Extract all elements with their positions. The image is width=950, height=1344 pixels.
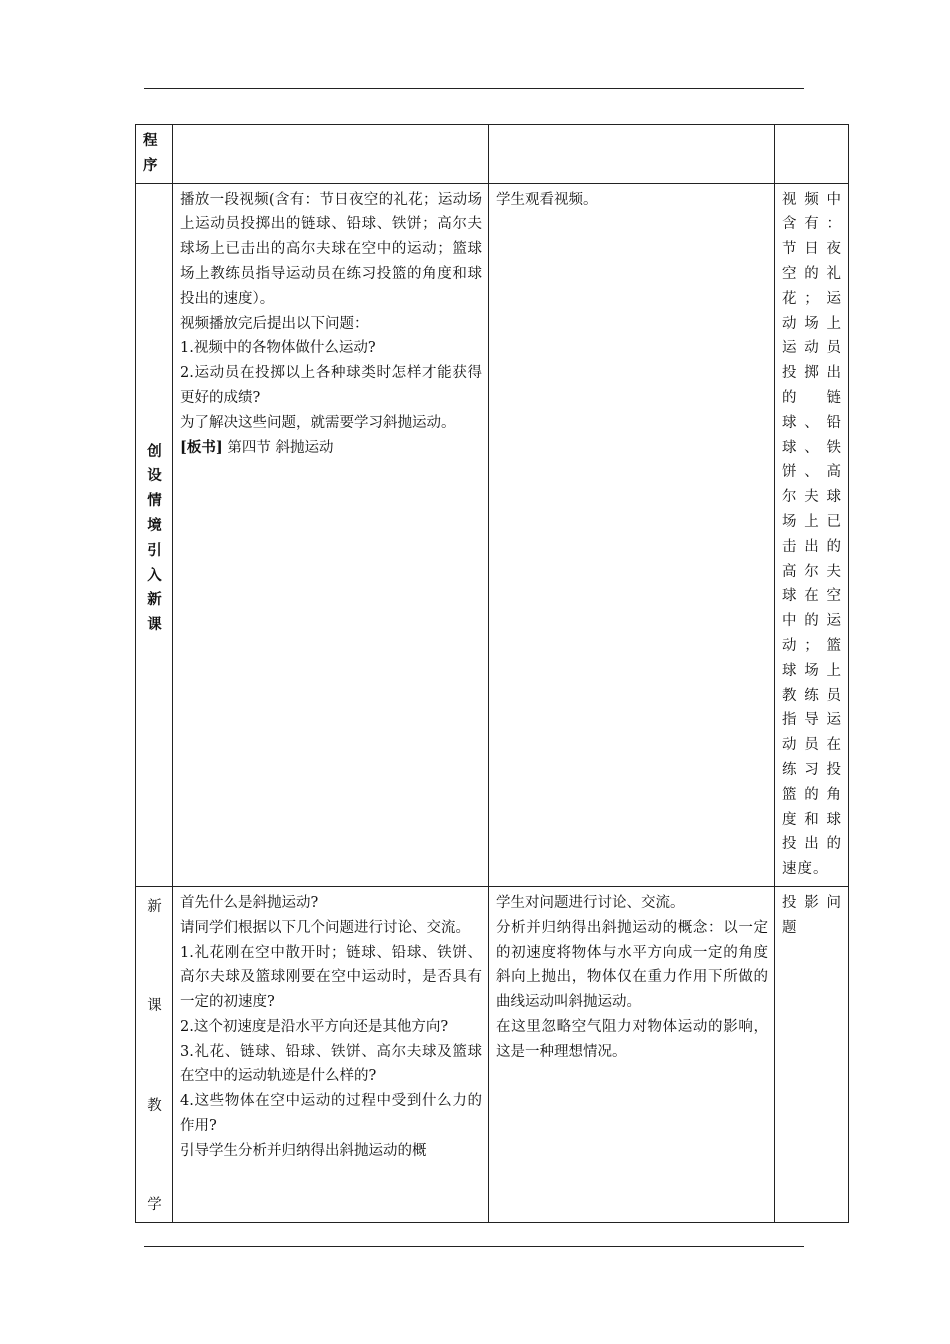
teacher-paragraph: 为了解决这些问题，就需要学习斜抛运动。 xyxy=(180,414,456,431)
header-cell-student xyxy=(489,125,775,184)
board-tag: [板书] xyxy=(180,438,223,456)
stage-char: 境 xyxy=(147,516,162,534)
teacher-paragraph: 1.视频中的各物体做什么运动? xyxy=(180,340,376,357)
stage-char: 情 xyxy=(147,492,162,510)
note-cell: 视频中含有：节日夜空的礼花；运动场上运动员投掷出的 链球、铅球、铁饼、高尔夫球场上已击出的高尔夫球在空中的运动；篮球场上教练员指导运动员在练习投篮的角度和球投出的速度。 xyxy=(775,183,849,886)
student-paragraph: 学生观看视频。 xyxy=(496,191,598,208)
footer-rule xyxy=(144,1246,804,1247)
stage-char: 创 xyxy=(147,442,162,460)
stage-char: 课 xyxy=(147,998,162,1015)
teacher-paragraph: 视频播放完后提出以下问题： xyxy=(180,315,369,332)
stage-header-cell xyxy=(136,125,173,184)
teacher-paragraph: 1.礼花刚在空中散开时；链球、铅球、铁饼、高尔夫球及篮球刚要在空中运动时，是否具有一定的初速度? xyxy=(180,944,482,1011)
stage-header-char: 程 xyxy=(143,132,158,149)
stage-char: 引 xyxy=(147,541,162,559)
teacher-paragraph: 2.这个初速度是沿水平方向还是其他方向? xyxy=(180,1018,449,1035)
teacher-paragraph: 3.礼花、链球、铅球、铁饼、高尔夫球及篮球在空中的运动轨迹是什么样的? xyxy=(180,1043,482,1085)
board-writing xyxy=(180,436,482,461)
table-row-introduction xyxy=(136,183,849,886)
stage-header-char: 序 xyxy=(143,156,158,174)
table-header-row xyxy=(136,125,849,184)
student-activity-cell xyxy=(489,183,775,886)
stage-char: 入 xyxy=(147,566,162,584)
teacher-paragraph: 2.运动员在投掷以上各种球类时怎样才能获得更好的成绩? xyxy=(180,365,482,406)
stage-char: 设 xyxy=(147,467,162,485)
table-row-new-lesson xyxy=(136,886,849,1222)
stage-char: 学 xyxy=(147,1197,162,1214)
stage-char: 教 xyxy=(147,1097,162,1114)
teacher-paragraph: 播放一段视频(含有：节日夜空的礼花；运动场上运动员投掷出的链球、铅球、铁饼；高尔夫球场上已击出的高尔夫球在空中的运动；篮球场上教练员指导运动员在练习投篮的角度和球投出的速度）。 xyxy=(180,191,482,307)
header-cell-teacher xyxy=(173,125,489,184)
lesson-plan-table xyxy=(135,124,849,1223)
student-paragraph: 在这里忽略空气阻力对物体运动的影响，这是一种理想情况。 xyxy=(496,1018,768,1060)
student-paragraph: 学生对问题进行讨论、交流。 xyxy=(496,894,685,911)
header-rule xyxy=(144,88,804,89)
teacher-paragraph: 4.这些物体在空中运动的过程中受到什么力的作用? xyxy=(180,1093,482,1135)
student-paragraph: 分析并归纳得出斜抛运动的概念：以一定的初速度将物体与水平方向成一定的角度斜向上抛出，物体仅在重力作用下所做的曲线运动叫斜抛运动。 xyxy=(496,919,768,1011)
note-cell: 投影问题 xyxy=(775,886,849,1222)
teacher-paragraph: 首先什么是斜抛运动? xyxy=(180,894,319,911)
teacher-paragraph: 引导学生分析并归纳得出斜抛运动的概 xyxy=(180,1142,427,1159)
stage-char: 新 xyxy=(147,591,162,609)
stage-char: 课 xyxy=(147,616,162,634)
teacher-activity-cell xyxy=(173,183,489,886)
stage-cell-introduction xyxy=(136,183,173,886)
stage-cell-new-lesson xyxy=(136,886,173,1222)
stage-char: 新 xyxy=(147,898,162,915)
board-text: 第四节 斜抛运动 xyxy=(227,439,334,456)
teacher-paragraph: 请同学们根据以下几个问题进行讨论、交流。 xyxy=(180,919,470,936)
teacher-activity-cell xyxy=(173,886,489,1222)
header-cell-note xyxy=(775,125,849,184)
student-activity-cell xyxy=(489,886,775,1222)
